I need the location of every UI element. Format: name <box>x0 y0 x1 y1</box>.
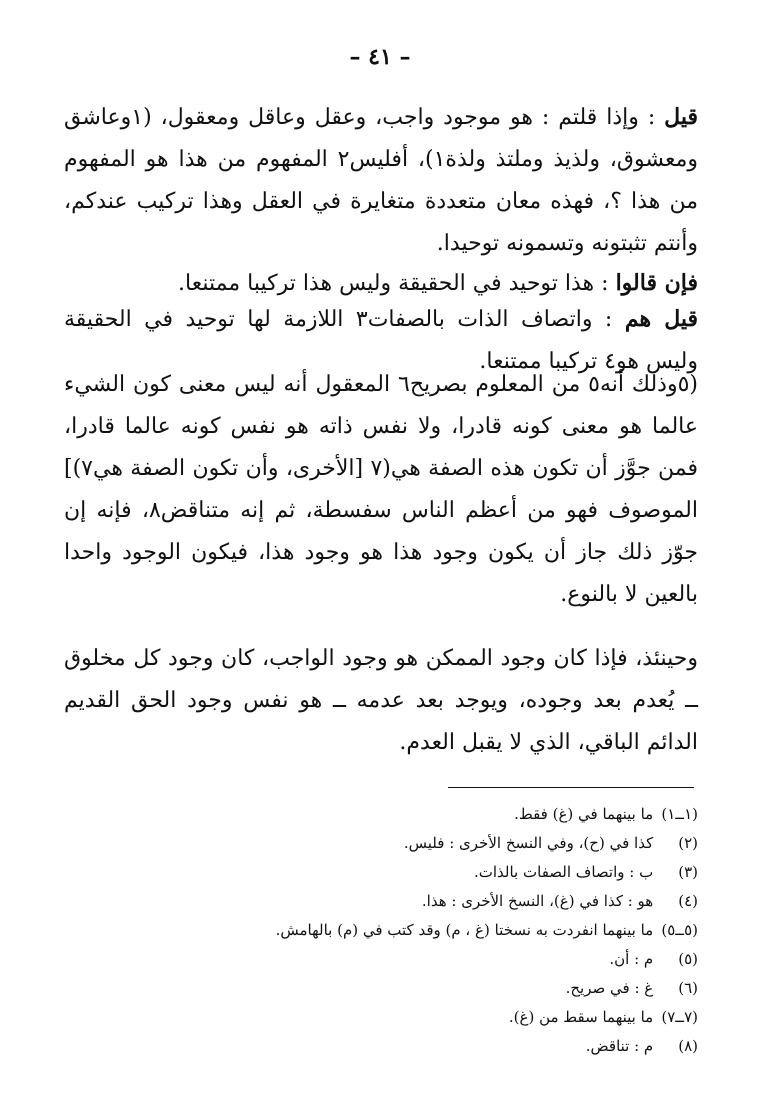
paragraph-1 <box>64 96 698 265</box>
paragraph-text: وحينئذ، فإذا كان وجود الممكن هو وجود الواجب، كان وجود كل مخلوق ــ يُعدم بعد وجوده، ويوجد بعد عدمه ــ هو نفس وجود الحق القديم الدائم الباقي، الذي لا يقبل العدم. <box>64 646 698 755</box>
paragraph-text: (٥وذلك أنه٥ من المعلوم بصريح٦ المعقول أنه ليس معنى كون الشيء عالما هو معنى كونه قادرا، ولا نفس ذاته هو نفس كونه عالما قادرا، فمن جوَّز أن تكون هذه الصفة هي(٧ [الأخرى، وأن تكون الصفة هي٧)] الموصوف فهو من أعظم الناس سفسطة، ثم إنه متناقض٨، فإنه إن جوّز ذلك جاز أن يكون وجود هذا هو وجود هذا، فيكون الوجود واحدا بالعين لا بالنوع. <box>64 372 699 607</box>
footnote-text: م : تناقض. <box>585 1037 654 1055</box>
footnote-text: ما بينهما سقط من (غ). <box>508 1008 654 1026</box>
footnote <box>64 974 698 1003</box>
paragraph-text: : وإذا قلتم : هو موجود واجب، وعقل وعاقل ومعقول، (١وعاشق ومعشوق، ولذيذ وملتذ ولذة١)، أفليس٢ المفهوم من هذا هو المفهوم من هذا ؟، فهذه معان متعددة متغايرة في العقل وهذا تركيب عندكم، وأنتم تثبتونه وتسمونه توحيدا. <box>64 105 698 256</box>
footnote-number: (٤) <box>678 892 698 910</box>
footnote <box>64 1032 698 1061</box>
footnote-text: كذا في (ح)، وفي النسخ الأخرى : فليس. <box>403 834 654 852</box>
footnote <box>64 858 698 887</box>
footnotes <box>64 800 698 1061</box>
footnote-text: غ : في صريح. <box>565 979 654 997</box>
paragraph-5 <box>64 638 698 764</box>
footnote-number: (٥ــ٥) <box>661 921 698 939</box>
footnote <box>64 1003 698 1032</box>
footnote-number: (٣) <box>678 863 698 881</box>
footnote-text: ما بينهما انفردت به نسختا (غ ، م) وقد كتب في (م) بالهامش. <box>275 921 654 939</box>
paragraph-text: : واتصاف الذات بالصفات٣ اللازمة لها توحيد في الحقيقة وليس هو٤ تركيبا ممتنعا. <box>64 307 698 374</box>
paragraph-lead: قيل <box>664 104 698 130</box>
footnote-number: (٥) <box>678 950 698 968</box>
footnote-number: (١ــ١) <box>661 805 698 823</box>
footnote-separator <box>448 787 694 788</box>
page-number: – ٤١ – <box>349 44 411 70</box>
footnote <box>64 800 698 829</box>
paragraph-lead: قيل هم <box>624 306 699 332</box>
footnote-number: (٨) <box>678 1037 698 1055</box>
paragraph-lead: فإن قالوا <box>615 270 698 296</box>
footnote-number: (٢) <box>678 834 698 852</box>
paragraph-text: : هذا توحيد في الحقيقة وليس هذا تركيبا ممتنعا. <box>178 271 616 296</box>
footnote-number: (٦) <box>678 979 698 997</box>
footnote <box>64 945 698 974</box>
footnote-text: ب : واتصاف الصفات بالذات. <box>473 863 654 881</box>
footnote <box>64 829 698 858</box>
footnote-text: م : أن. <box>609 950 654 968</box>
footnote <box>64 916 698 945</box>
paragraph-4 <box>64 364 698 616</box>
footnote-text: ما بينهما في (غ) فقط. <box>514 805 654 823</box>
footnote <box>64 887 698 916</box>
footnote-number: (٧ــ٧) <box>661 1008 698 1026</box>
footnote-text: هو : كذا في (غ)، النسخ الأخرى : هذا. <box>421 892 654 910</box>
